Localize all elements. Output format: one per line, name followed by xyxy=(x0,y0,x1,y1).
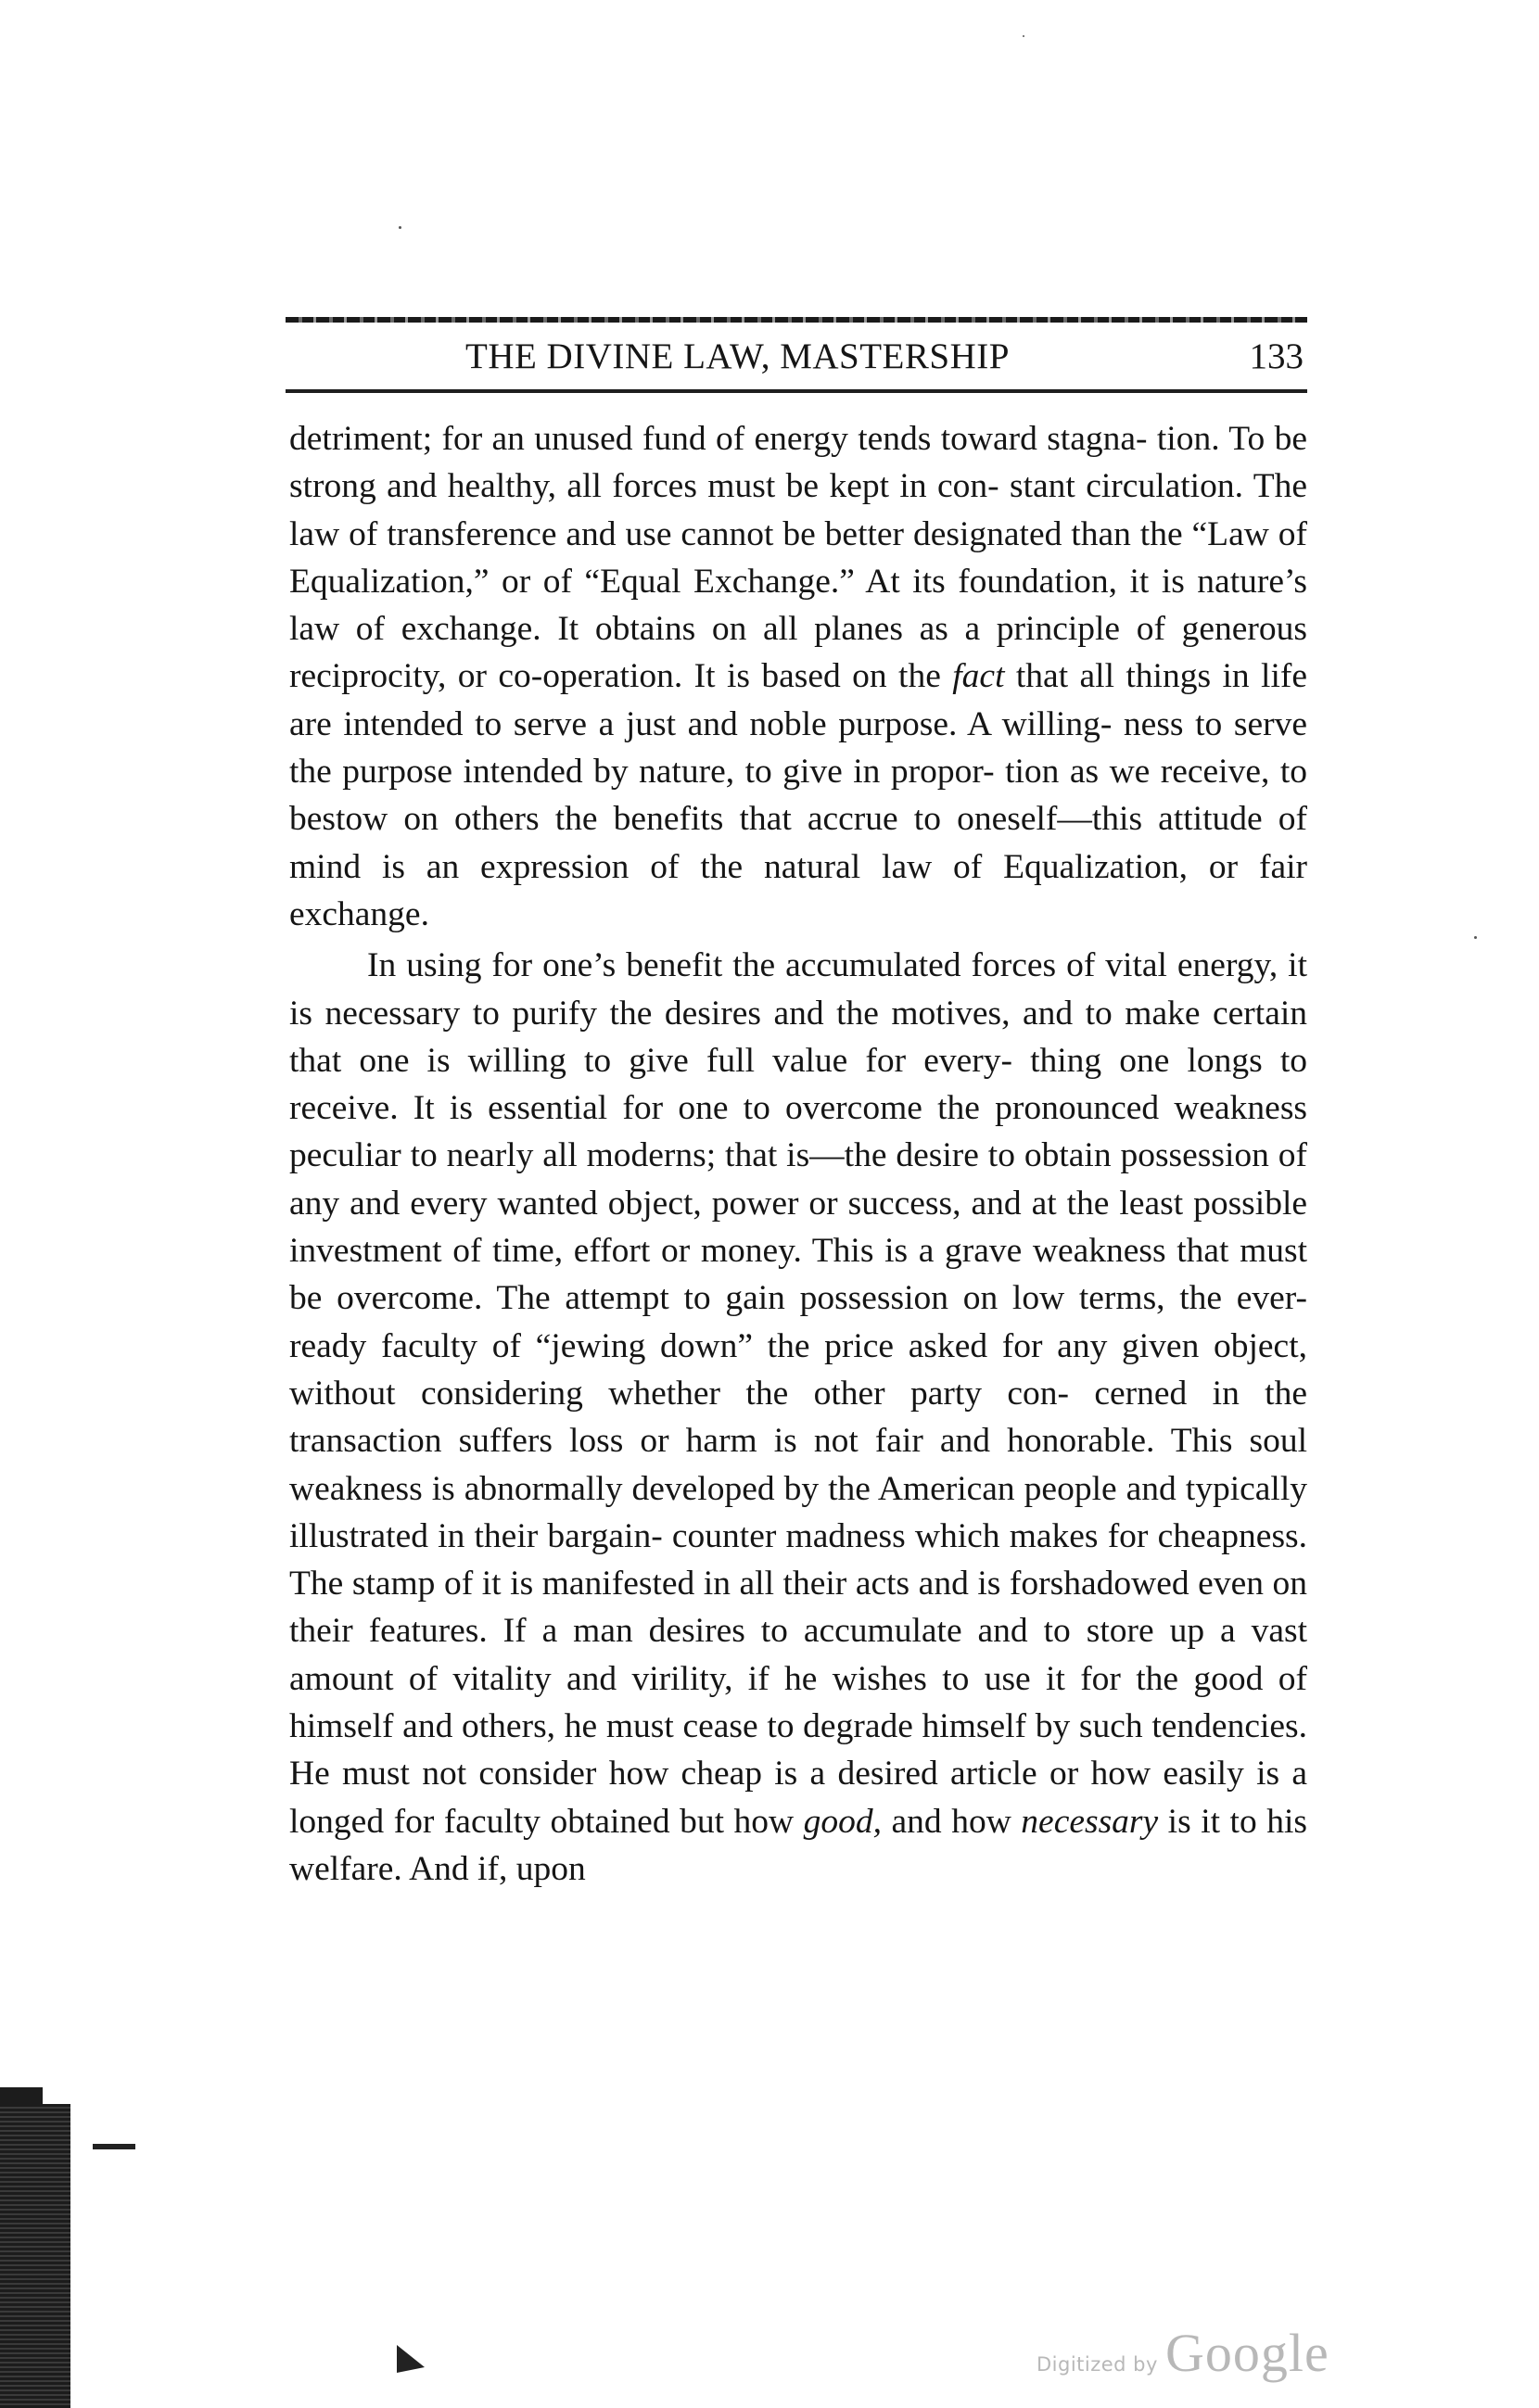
paragraph xyxy=(289,942,1307,1893)
text-line: given object, without considering whether the other party con- xyxy=(289,1326,1307,1413)
text-line: detriment; for an unused fund of energy tends toward stagna- xyxy=(289,420,1148,458)
text-line: thing one longs to receive. It is essential for one to overcome xyxy=(289,1041,1307,1128)
text-line: is it to his welfare. And if, upon xyxy=(289,1802,1307,1888)
text-line: tion. To be strong and healthy, all forces must be kept in con- xyxy=(289,420,1308,506)
text-line: law of Equalization, or fair exchange. xyxy=(289,847,1307,933)
text-line: to make certain that one is willing to give full value for every- xyxy=(289,994,1308,1080)
text-line: energy, it is necessary to purify the desires and the motives, and xyxy=(289,946,1307,1033)
text-line: is manifested in all their acts and is forshadowed even on their xyxy=(289,1565,1308,1651)
text-line: honorable. This soul weakness is abnormally developed by xyxy=(289,1422,1307,1508)
text-line: to oneself—this attitude of mind is an expression of the natural xyxy=(289,800,1307,886)
scan-speck xyxy=(1023,35,1024,37)
text-line: of time, effort or money. This is a grave weakness that must be xyxy=(289,1232,1308,1318)
italic-word: fact xyxy=(952,657,1005,696)
text-line: counter madness which makes for cheapness. The stamp of it xyxy=(289,1516,1308,1603)
text-line: features. If a man desires to accumulate and to store up a vast xyxy=(368,1612,1308,1651)
scan-speck xyxy=(399,226,401,229)
text-line: overcome. The attempt to gain possession on low terms, the xyxy=(337,1279,1223,1318)
text-line: stant circulation. The law of transference and use cannot be xyxy=(289,467,1307,553)
italic-word: good, xyxy=(803,1802,883,1841)
page-number: 133 xyxy=(1249,336,1304,376)
watermark-logo-text: Google xyxy=(1164,2323,1329,2383)
running-title: THE DIVINE LAW, MASTERSHIP xyxy=(465,336,1010,376)
header-rule xyxy=(286,389,1307,393)
scan-edge-artifact xyxy=(0,2104,70,2408)
text-line: the pronounced weakness peculiar to nearly all moderns; that xyxy=(289,1089,1308,1175)
scan-corner-mark xyxy=(397,2345,425,2373)
text-line: ever-ready faculty of “jewing down” the price asked for any xyxy=(289,1279,1308,1365)
text-line: that all things in xyxy=(1004,657,1250,696)
watermark-small-text: Digitized by xyxy=(1037,2353,1158,2376)
scan-speck xyxy=(1474,936,1477,939)
text-line: and how xyxy=(882,1802,1022,1841)
text-line: better designated than the “Law of Equalization,” or of “Equal xyxy=(289,514,1307,601)
text-line: is—the desire to obtain possession of any and every wanted xyxy=(289,1136,1307,1223)
italic-word: necessary xyxy=(1021,1802,1159,1841)
text-line: Exchange.” At its foundation, it is nature’s law of exchange. xyxy=(289,562,1308,649)
text-line: desired article or how easily is a longed for faculty obtained but xyxy=(289,1755,1307,1841)
body-text xyxy=(289,415,1307,1893)
text-line: life are intended to serve a just and noble purpose. A willing- xyxy=(289,657,1308,743)
text-line: object, power or success, and at the least possible investment xyxy=(289,1184,1308,1271)
paragraph xyxy=(289,415,1307,938)
text-line: by such tendencies. He must not consider how cheap is a xyxy=(289,1707,1307,1793)
text-line: good of himself and others, he must cease to degrade himself xyxy=(289,1659,1307,1746)
text-line: cerned in the transaction suffers loss or harm is not fair and xyxy=(289,1374,1307,1461)
text-line: In using for one’s benefit the accumulated forces of vital xyxy=(367,946,1167,985)
text-line: ness to serve the purpose intended by nature, to give in propor- xyxy=(289,704,1308,792)
text-line: or co-operation. It is based on the xyxy=(457,657,953,696)
text-line: the American people and typically illustrated in their bargain- xyxy=(289,1469,1307,1555)
decorative-top-rule xyxy=(286,317,1307,323)
scan-tick-mark xyxy=(93,2144,135,2149)
running-header xyxy=(289,336,1307,387)
text-line: amount of vitality and virility, if he wishes to use it for the xyxy=(289,1659,1179,1698)
google-watermark xyxy=(1037,2322,1329,2384)
text-line: tion as we receive, to bestow on others the benefits that accrue xyxy=(289,753,1308,839)
text-line: It obtains on all planes as a principle of generous reciprocity, xyxy=(289,610,1307,696)
text-line: how xyxy=(733,1802,804,1841)
